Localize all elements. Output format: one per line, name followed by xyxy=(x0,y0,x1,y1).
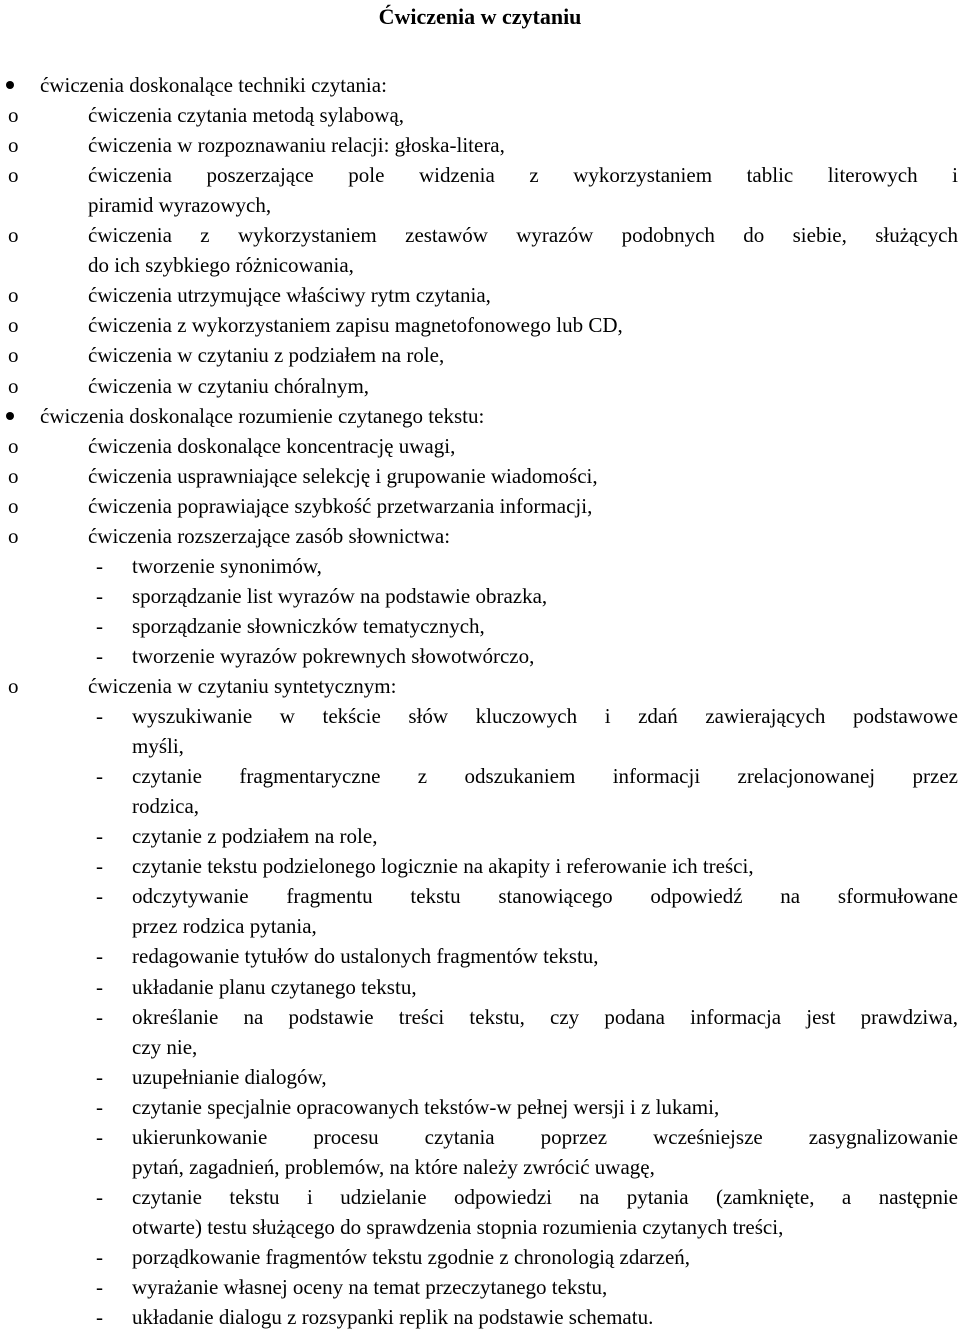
bullet-icon xyxy=(6,412,14,420)
dash-bullet-icon: - xyxy=(96,1275,103,1299)
circle-bullet-icon: o xyxy=(8,133,19,158)
dash-bullet-icon: - xyxy=(96,1305,103,1330)
list-line xyxy=(0,160,960,190)
list-line xyxy=(0,1152,960,1182)
list-item-text: ćwiczenia doskonalące koncentrację uwagi, xyxy=(88,433,456,458)
list-line xyxy=(0,791,960,821)
list-item-text: ćwiczenia rozszerzające zasób słownictwa: xyxy=(88,523,451,548)
list-item-text: sporządzanie list wyrazów na podstawie obrazka, xyxy=(132,583,548,608)
dash-bullet-icon: - xyxy=(96,1094,103,1119)
list-item-text: otwarte) testu służącego do sprawdzenia stopnia rozumienia czytanych treści, xyxy=(132,1214,784,1239)
list-item-text: przez rodzica pytania, xyxy=(132,914,317,939)
list-line xyxy=(0,731,960,761)
list-item-text: ćwiczenia czytania metodą sylabową, xyxy=(88,103,405,128)
circle-bullet-icon: o xyxy=(8,523,19,548)
dash-bullet-icon: - xyxy=(96,613,103,638)
list-line xyxy=(0,851,960,881)
list-line xyxy=(0,461,960,491)
list-line xyxy=(0,1032,960,1062)
dash-bullet-icon: - xyxy=(96,1124,103,1149)
list-item-text: ukierunkowanie procesu czytania poprzez wcześniejsze zasygnalizowanie xyxy=(132,1124,958,1149)
circle-bullet-icon: o xyxy=(8,373,19,398)
bullet-icon xyxy=(6,81,14,89)
dash-bullet-icon: - xyxy=(96,704,103,729)
dash-bullet-icon: - xyxy=(96,1244,103,1269)
circle-bullet-icon: o xyxy=(8,313,19,338)
list-item-text: układanie dialogu z rozsypanki replik na podstawie schematu. xyxy=(132,1305,654,1330)
list-item-text: pytań, zagadnień, problemów, na które należy zwrócić uwagę, xyxy=(132,1154,655,1179)
list-item-text: myśli, xyxy=(132,734,184,759)
list-line xyxy=(0,1122,960,1152)
list-item-text: czytanie tekstu podzielonego logicznie na akapity i referowanie ich treści, xyxy=(132,854,754,879)
list-item-text: ćwiczenia w rozpoznawaniu relacji: głoska-litera, xyxy=(88,133,505,158)
circle-bullet-icon: o xyxy=(8,493,19,518)
circle-bullet-icon: o xyxy=(8,223,19,248)
list-item-text: czytanie fragmentaryczne z odszukaniem informacji zrelacjonowanej przez xyxy=(132,764,958,789)
list-line xyxy=(0,431,960,461)
list-item-text: określanie na podstawie treści tekstu, czy podana informacja jest prawdziwa, xyxy=(132,1004,958,1029)
list-line xyxy=(0,911,960,941)
circle-bullet-icon: o xyxy=(8,283,19,308)
list-line xyxy=(0,130,960,160)
list-line xyxy=(0,701,960,731)
list-line xyxy=(0,821,960,851)
list-item-text: ćwiczenia w czytaniu z podziałem na role, xyxy=(88,343,445,368)
circle-bullet-icon: o xyxy=(8,674,19,698)
list-item-text: wyrażanie własnej oceny na temat przeczytanego tekstu, xyxy=(132,1275,608,1299)
list-line xyxy=(0,972,960,1002)
list-item-text: czytanie tekstu i udzielanie odpowiedzi na pytania (zamknięte, a następnie xyxy=(132,1184,958,1209)
list-item-text: rodzica, xyxy=(132,794,200,819)
list-item-text: czytanie specjalnie opracowanych tekstów-w pełnej wersji i z lukami, xyxy=(132,1094,720,1119)
list-item-text: porządkowanie fragmentów tekstu zgodnie z chronologią zdarzeń, xyxy=(132,1244,691,1269)
circle-bullet-icon: o xyxy=(8,103,19,128)
list-item-text: odczytywanie fragmentu tekstu stanowiącego odpowiedź na sformułowane xyxy=(132,884,958,909)
list-item-text: ćwiczenia usprawniające selekcję i grupowanie wiadomości, xyxy=(88,463,598,488)
list-line xyxy=(0,250,960,280)
dash-bullet-icon: - xyxy=(96,643,103,668)
list-line xyxy=(0,491,960,521)
list-item-text: ćwiczenia z wykorzystaniem zapisu magnetofonowego lub CD, xyxy=(88,313,623,338)
list-item-text: ćwiczenia utrzymujące właściwy rytm czytania, xyxy=(88,283,491,308)
dash-bullet-icon: - xyxy=(96,854,103,879)
list-line xyxy=(0,761,960,791)
circle-bullet-icon: o xyxy=(8,343,19,368)
list-item-text: ćwiczenia doskonalące techniki czytania: xyxy=(40,73,387,97)
list-item-text: redagowanie tytułów do ustalonych fragmentów tekstu, xyxy=(132,944,599,969)
list-line xyxy=(0,611,960,641)
list-line xyxy=(0,190,960,220)
circle-bullet-icon: o xyxy=(8,463,19,488)
list-line xyxy=(0,280,960,310)
list-line xyxy=(0,1062,960,1092)
list-line xyxy=(0,1302,960,1332)
list-item-text: układanie planu czytanego tekstu, xyxy=(132,974,417,999)
list-line xyxy=(0,1002,960,1032)
list-line xyxy=(0,1092,960,1122)
circle-bullet-icon: o xyxy=(8,163,19,188)
list-item-text: ćwiczenia z wykorzystaniem zestawów wyrazów podobnych do siebie, służących xyxy=(88,223,958,248)
dash-bullet-icon: - xyxy=(96,1004,103,1029)
list-item-text: tworzenie synonimów, xyxy=(132,553,322,578)
dash-bullet-icon: - xyxy=(96,1064,103,1089)
list-line xyxy=(0,1182,960,1212)
list-line xyxy=(0,1212,960,1242)
dash-bullet-icon: - xyxy=(96,583,103,608)
list-item-text: piramid wyrazowych, xyxy=(88,193,272,218)
list-line xyxy=(0,551,960,581)
circle-bullet-icon: o xyxy=(8,433,19,458)
list-item-text: ćwiczenia poszerzające pole widzenia z wykorzystaniem tablic literowych i xyxy=(88,163,958,188)
list-item-text: tworzenie wyrazów pokrewnych słowotwórczo, xyxy=(132,643,535,668)
dash-bullet-icon: - xyxy=(96,974,103,999)
list-item-text: uzupełnianie dialogów, xyxy=(132,1064,327,1089)
list-line xyxy=(0,641,960,671)
list-item-text: wyszukiwanie w tekście słów kluczowych i zdań zawierających podstawowe xyxy=(132,704,958,729)
list-line xyxy=(0,340,960,370)
dash-bullet-icon: - xyxy=(96,764,103,789)
list-item-text: czytanie z podziałem na role, xyxy=(132,824,378,849)
list-line xyxy=(0,941,960,971)
list-item-text: ćwiczenia w czytaniu syntetycznym: xyxy=(88,674,397,698)
list-line xyxy=(0,220,960,250)
list-line xyxy=(0,671,960,701)
list-line xyxy=(0,401,960,431)
dash-bullet-icon: - xyxy=(96,824,103,849)
list-line xyxy=(0,310,960,340)
list-item-text: ćwiczenia poprawiające szybkość przetwarzania informacji, xyxy=(88,493,593,518)
list-line xyxy=(0,100,960,130)
list-item-text: ćwiczenia w czytaniu chóralnym, xyxy=(88,373,370,398)
dash-bullet-icon: - xyxy=(96,884,103,909)
list-item-text: ćwiczenia doskonalące rozumienie czytanego tekstu: xyxy=(40,403,485,428)
list-line xyxy=(0,1272,960,1302)
list-line xyxy=(0,70,960,100)
list-line xyxy=(0,371,960,401)
list-line xyxy=(0,881,960,911)
dash-bullet-icon: - xyxy=(96,553,103,578)
list-item-text: czy nie, xyxy=(132,1034,198,1059)
list-line xyxy=(0,521,960,551)
page-title: Ćwiczenia w czytaniu xyxy=(378,4,582,29)
list-line xyxy=(0,581,960,611)
dash-bullet-icon: - xyxy=(96,944,103,969)
list-item-text: do ich szybkiego różnicowania, xyxy=(88,253,354,278)
list-item-text: sporządzanie słowniczków tematycznych, xyxy=(132,613,485,638)
dash-bullet-icon: - xyxy=(96,1184,103,1209)
list-line xyxy=(0,1242,960,1272)
